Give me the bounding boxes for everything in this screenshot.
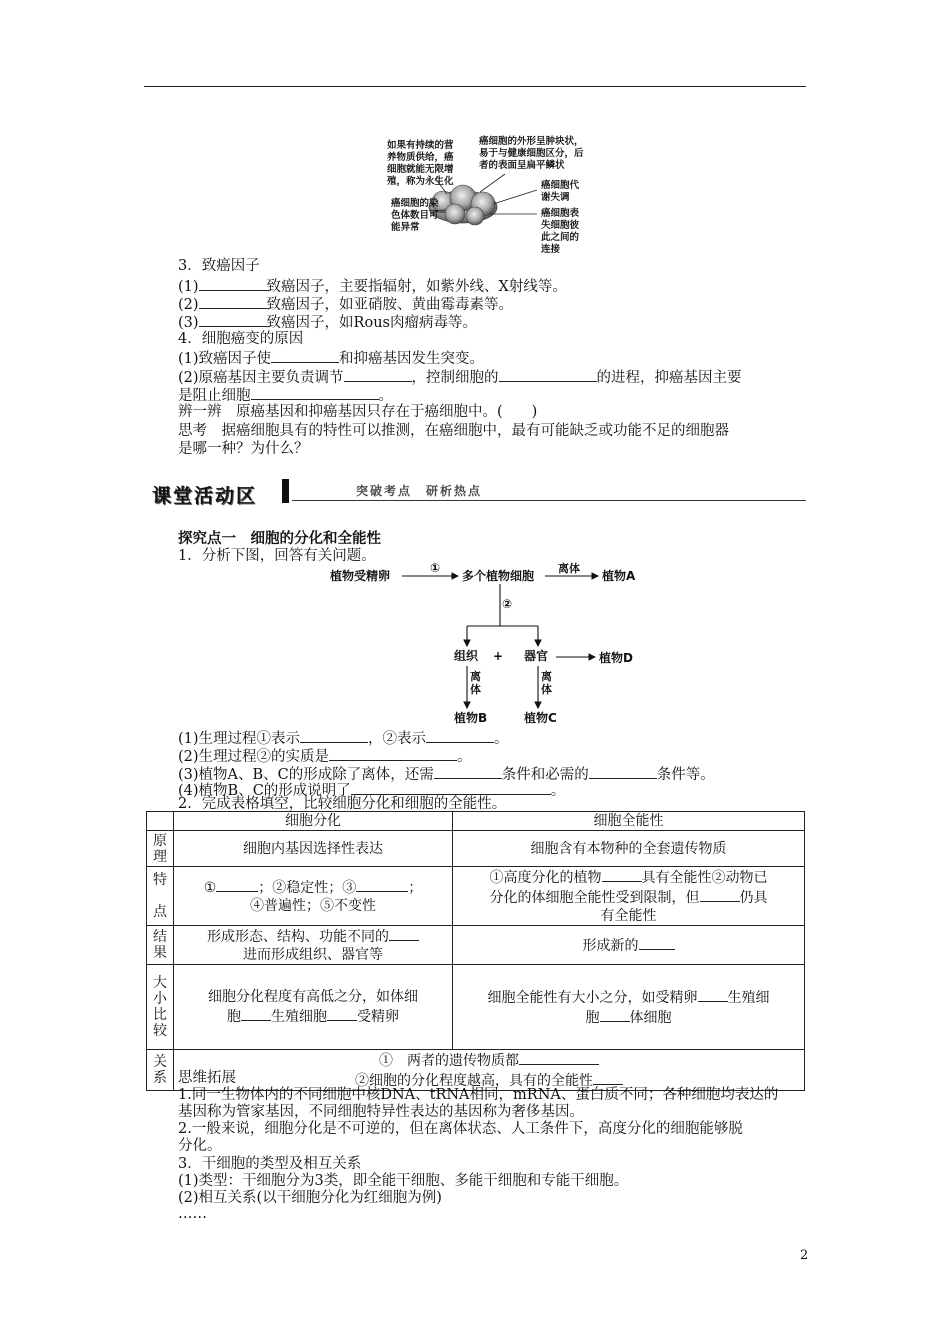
node-plant-c: 植物C [524, 711, 557, 725]
fig-label-tl-1: 如果有持续的营 [387, 140, 454, 151]
cell-principle-a: 细胞内基因选择性表达 [174, 831, 453, 867]
page-number: 2 [800, 1248, 809, 1263]
extend-ellipsis: …… [178, 1206, 207, 1222]
comparison-table [146, 811, 805, 1091]
edge-ti-c: 体 [541, 683, 552, 696]
fig-label-r2-2: 失细胞彼 [541, 220, 580, 231]
node-plant-a: 植物A [602, 569, 636, 583]
cause-line-2: (2)原癌基因主要负责调节 ，控制细胞的 的进程，抑癌基因主要 [178, 367, 742, 388]
heading-cancer-causes: 4．细胞癌变的原因 [178, 331, 304, 347]
col-header-differentiation: 细胞分化 [174, 812, 453, 831]
cause-line-3: 是阻止细胞 。 [178, 385, 393, 406]
row-header-result: 结 果 [147, 926, 174, 965]
cell-relation: ① 两者的遗传物质都 ②细胞的分化程度越高，具有的全能性 [174, 1050, 805, 1091]
carcinogen-line-1: (1) 致癌因子，主要指辐射，如紫外线、X射线等。 [178, 276, 567, 297]
row-header-principle: 原 理 [147, 831, 174, 867]
row-header-compare: 大 小 比 较 [147, 965, 174, 1050]
node-plant-cells: 多个植物细胞 [462, 569, 535, 583]
cell-compare-a: 细胞分化程度有高低之分，如体细 胞 生殖细胞 受精卵 [174, 965, 453, 1050]
edge-li-b: 离 [470, 670, 481, 683]
extend-p4: (1)类型：干细胞分为3类，即全能干细胞、多能干细胞和专能干细胞。 [178, 1173, 629, 1189]
cell-result-a: 形成形态、结构、功能不同的 进而形成组织、器官等 [174, 926, 453, 965]
cause-line-1: (1)致癌因子使 和抑癌基因发生突变。 [178, 348, 484, 369]
extend-p5: (2)相互关系(以干细胞分化为红细胞为例) [178, 1190, 442, 1206]
top-rule [144, 86, 806, 87]
header-bar [282, 479, 289, 503]
think-line-2: 是哪一种？为什么？ [178, 441, 309, 457]
fig-label-r2-1: 癌细胞表 [541, 208, 580, 219]
fig-label-tr-3: 者的表面呈扁平鳞状 [479, 160, 565, 171]
fig-label-r2-4: 连接 [541, 244, 561, 254]
node-organ: 器官 [524, 649, 549, 663]
heading-carcinogens: 3．致癌因子 [178, 258, 260, 274]
extend-p2a: 2.一般来说，细胞分化是不可逆的，但在离体状态、人工条件下，高度分化的细胞能够脱 [178, 1121, 743, 1137]
carcinogen-line-3: (3) 致癌因子，如Rous肉瘤病毒等。 [178, 312, 477, 333]
q-line-4: (4)植物B、C的形成说明了 。 [178, 780, 565, 801]
carcinogen-line-2: (2) 致癌因子，如亚硝胺、黄曲霉毒素等。 [178, 294, 513, 315]
fig-label-r1-2: 谢失调 [541, 192, 570, 203]
node-plant-d: 植物D [599, 651, 633, 665]
col-header-totipotency: 细胞全能性 [453, 812, 805, 831]
extend-p3: 3．干细胞的类型及相互关系 [178, 1156, 362, 1172]
explore-title: 探究点一 细胞的分化和全能性 [178, 531, 381, 547]
edge-ti-b: 体 [470, 683, 481, 696]
think-line-1: 思考 据癌细胞具有的特性可以推测，在癌细胞中，最有可能缺乏或功能不足的细胞器 [178, 423, 729, 439]
fig-label-r1-1: 癌细胞代 [541, 180, 580, 191]
cell-result-b: 形成新的 [453, 926, 805, 965]
plant-flow-diagram [330, 560, 670, 730]
question-1: 1．分析下图，回答有关问题。 [178, 548, 376, 564]
fig-label-bl-1: 癌细胞的染 [391, 198, 439, 209]
extend-p1b: 基因称为管家基因，不同细胞特异性表达的基因称为奢侈基因。 [178, 1104, 584, 1120]
step-1: ① [430, 561, 441, 575]
extend-p1a: 1.同一生物体内的不同细胞中核DNA、tRNA相同，mRNA、蛋白质不同；各种细胞均表达的 [178, 1087, 779, 1103]
judge-statement: 辨一辨 原癌基因和抑癌基因只存在于癌细胞中。( ) [178, 404, 538, 420]
row-header-features: 特 点 [147, 867, 174, 926]
node-tissue: 组织 [454, 649, 479, 663]
section-header-subtitle: 突破考点 研析热点 [356, 484, 483, 498]
q-line-1: (1)生理过程①表示 ，②表示 。 [178, 728, 509, 749]
fig-label-bl-2: 色体数目可 [391, 210, 439, 221]
cell-compare-b: 细胞全能性有大小之分，如受精卵 生殖细 胞 体细胞 [453, 965, 805, 1050]
fig-label-tr-2: 易于与健康细胞区分，后 [479, 148, 584, 159]
edge-isolated-1: 离体 [558, 562, 580, 575]
node-plant-b: 植物B [454, 711, 488, 725]
row-header-relation: 关 系 [147, 1050, 174, 1091]
fig-label-tr-1: 癌细胞的外形呈肿块状， [479, 136, 584, 147]
extend-p2b: 分化。 [178, 1138, 222, 1154]
step-2: ② [502, 597, 513, 611]
header-line [292, 500, 806, 501]
section-header-title: 课堂活动区 [152, 485, 258, 507]
edge-li-c: 离 [541, 670, 552, 683]
fig-label-r2-3: 此之间的 [541, 232, 580, 243]
q-line-2: (2)生理过程②的实质是 。 [178, 746, 472, 767]
plus-sign: + [493, 649, 504, 663]
question-2: 2．完成表格填空，比较细胞分化和细胞的全能性。 [178, 796, 507, 812]
q-line-3: (3)植物A、B、C的形成除了离体，还需 条件和必需的 条件等。 [178, 764, 715, 785]
cell-features-b: ①高度分化的植物 具有全能性②动物已 分化的体细胞全能性受到限制，但 仍具 有全能性 [453, 867, 805, 926]
extend-title: 思维拓展 [178, 1070, 236, 1086]
fig-label-bl-3: 能异常 [391, 222, 420, 233]
cell-principle-b: 细胞含有本物种的全套遗传物质 [453, 831, 805, 867]
fig-label-tl-2: 养物质供给，癌 [387, 152, 454, 163]
node-fertilized-egg: 植物受精卵 [330, 569, 391, 583]
cell-5 [466, 207, 484, 225]
fig-label-tl-3: 细胞就能无限增 [387, 164, 454, 175]
cancer-cell-figure [385, 134, 600, 254]
cell-features-a: ① ；②稳定性；③ ； ④普遍性；⑤不变性 [174, 867, 453, 926]
cell-4 [445, 204, 465, 224]
fig-label-tl-4: 殖，称为永生化 [387, 176, 454, 187]
